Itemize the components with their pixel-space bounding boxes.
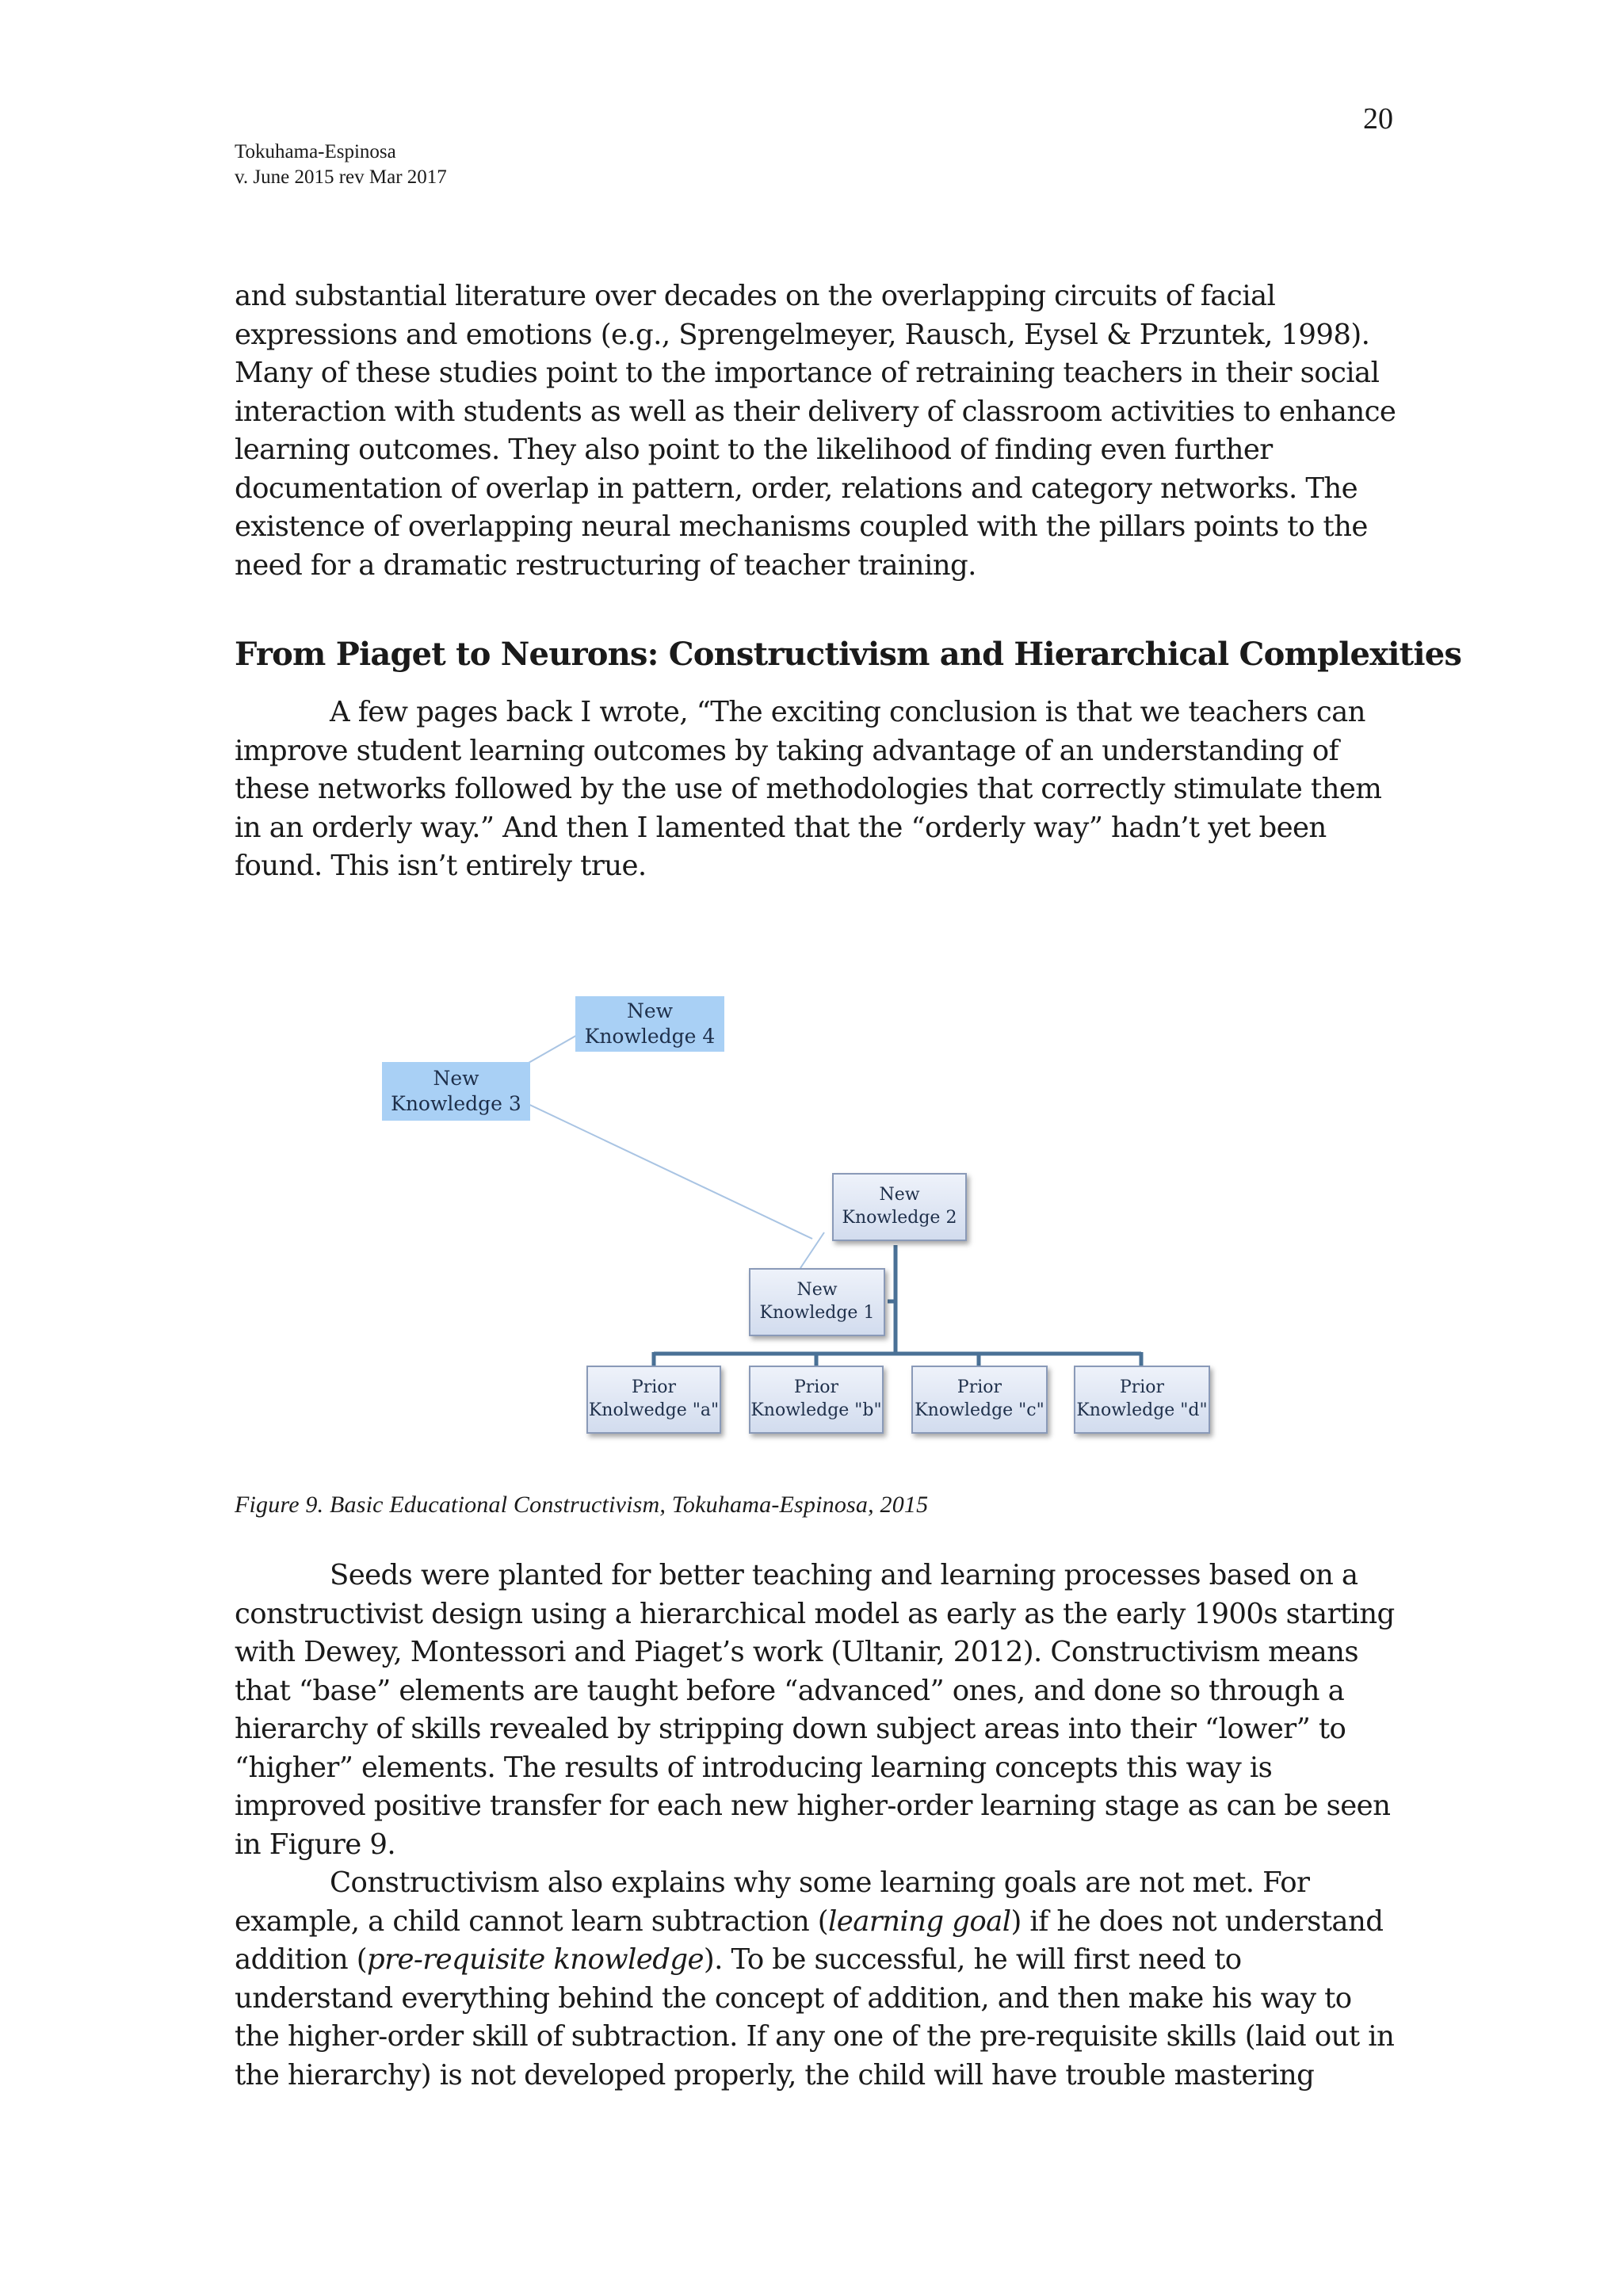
paragraph-2-text: A few pages back I wrote, “The exciting conclusion is that we teachers can improve student learning outcomes by taking advantage of an understanding of these networks followed by the use of methodologies that correctly stimulate them in an orderly way.” And then I lamented that the “orderly way” hadn’t yet been found. This isn’t entirely true. <box>235 696 1382 882</box>
node-prior-knowledge-b: Prior Knowledge "b" <box>749 1366 884 1434</box>
paragraph-3-text: Seeds were planted for better teaching and learning processes based on a constructivist design using a hierarchical model as early as the early 1900s starting with Dewey, Montessori and Piaget’s work (Ultanir, 2012). Constructivism means that “base” elements are taught before “advanced” ones, and done so through a hierarchy of skills revealed by stripping down subject areas into their “lower” to “higher” elements. The results of introducing learning concepts this way is improved positive transfer for each new higher-order learning stage as can be seen in Figure 9. <box>235 1559 1395 1861</box>
version-line: v. June 2015 rev Mar 2017 <box>235 166 447 188</box>
paragraph-3 <box>235 1557 1400 1864</box>
page-number: 20 <box>1363 102 1393 136</box>
link-nk1-nk2 <box>800 1232 824 1268</box>
link-nk3-nk1 <box>523 1102 812 1239</box>
node-prior-knowledge-c: Prior Knowledge "c" <box>911 1366 1048 1434</box>
node-prior-knowledge-a: Prior Knolwedge "a" <box>586 1366 721 1434</box>
paragraph-4 <box>235 1864 1400 2095</box>
link-nk3-nk4 <box>523 1034 579 1066</box>
paragraph-4-text: Constructivism also explains why some learning goals are not met. For example, a child cannot learn subtraction (learning goal) if he does not understand addition (pre-requisite knowledge). To be successful, he will first need to understand everything behind the concept of addition, and then make his way to the higher-order skill of subtraction. If any one of the pre-requisite skills (laid out in the hierarchy) is not developed properly, the child will have trouble mastering <box>235 1866 1395 2092</box>
paragraph-2 <box>235 693 1400 886</box>
node-new-knowledge-2: New Knowledge 2 <box>832 1173 967 1241</box>
figure-caption: Figure 9. Basic Educational Constructivism, Tokuhama-Espinosa, 2015 <box>235 1492 929 1518</box>
paragraph-1 <box>235 277 1400 585</box>
paragraph-1-text: and substantial literature over decades on the overlapping circuits of facial expressions and emotions (e.g., Sprengelmeyer, Rausch, Eysel & Przuntek, 1998). Many of these studies point to the importance of retraining teachers in their social interaction with students as well as their delivery of classroom activities to enhance learning outcomes. They also point to the likelihood of finding even further documentation of overlap in pattern, order, relations and category networks. The existence of overlapping neural mechanisms coupled with the pillars points to the need for a dramatic restructuring of teacher training. <box>235 280 1396 582</box>
prerequisite-term: pre-requisite knowledge <box>366 1943 704 1976</box>
node-new-knowledge-1: New Knowledge 1 <box>749 1268 885 1336</box>
constructivism-diagram <box>372 983 1260 1458</box>
section-heading: From Piaget to Neurons: Constructivism and Hierarchical Complexities <box>235 636 1462 673</box>
node-new-knowledge-3: New Knowledge 3 <box>382 1062 530 1121</box>
node-new-knowledge-4: New Knowledge 4 <box>575 996 724 1052</box>
author-name: Tokuhama-Espinosa <box>235 141 396 162</box>
running-head <box>235 139 447 190</box>
learning-goal-term: learning goal <box>828 1904 1011 1938</box>
node-prior-knowledge-d: Prior Knowledge "d" <box>1074 1366 1210 1434</box>
